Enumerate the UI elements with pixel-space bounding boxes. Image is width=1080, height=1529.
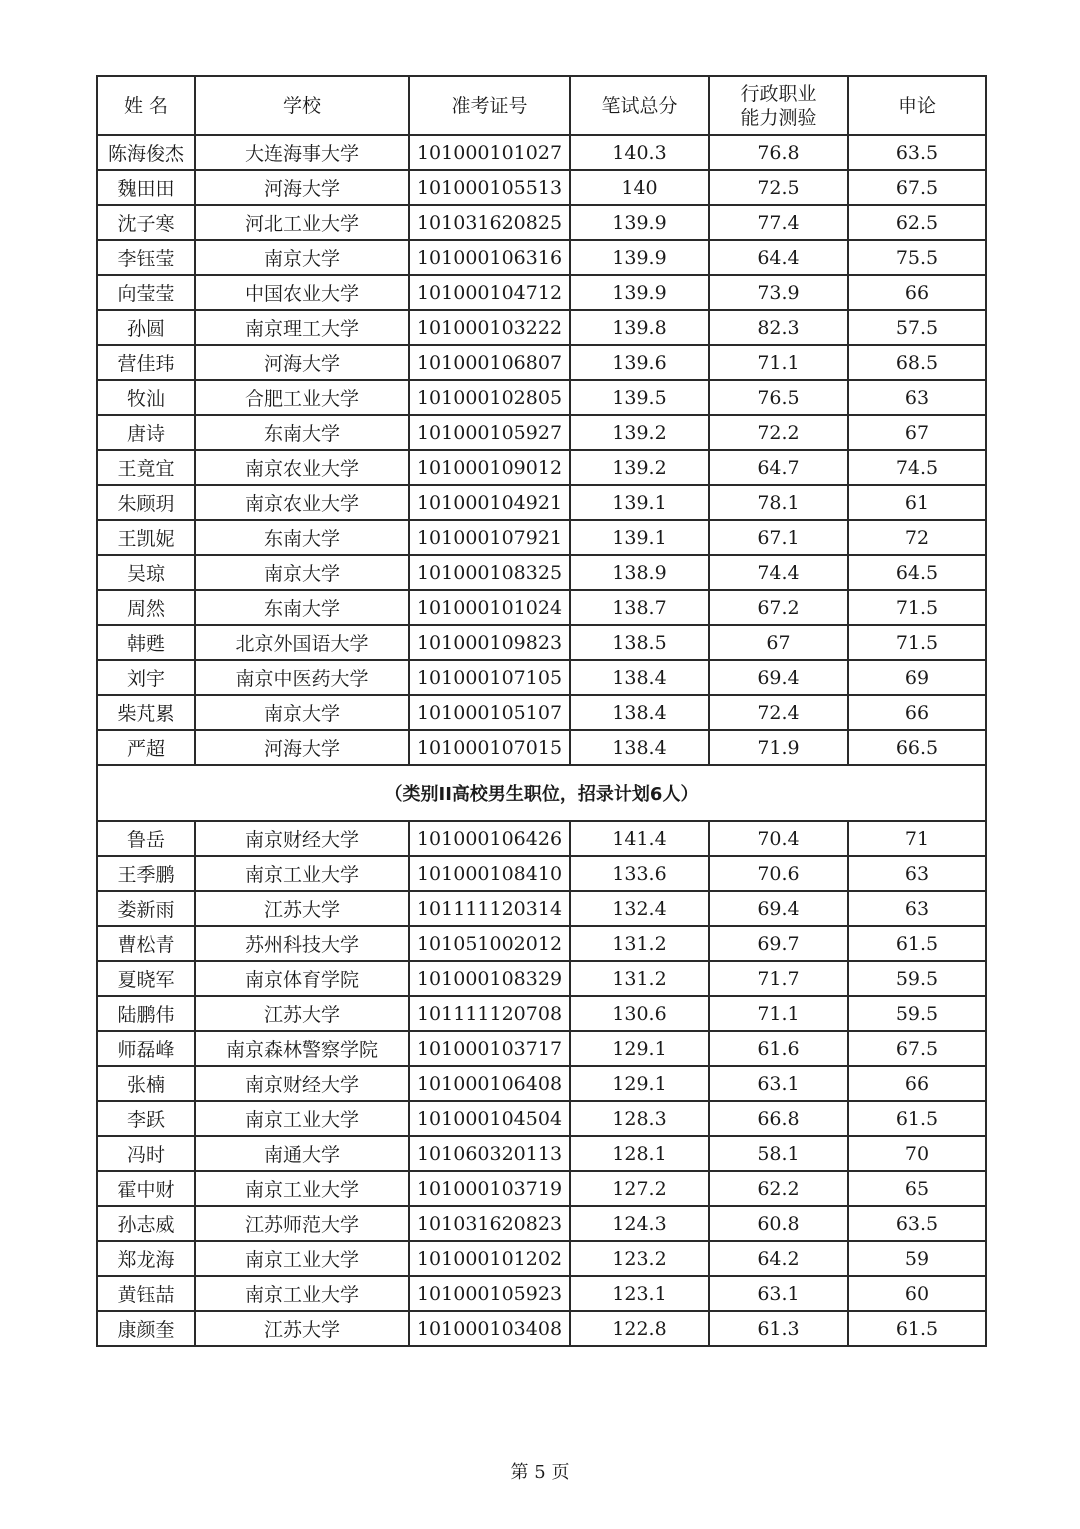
table-row <box>97 1241 986 1276</box>
cell-school: 中国农业大学 <box>195 275 409 310</box>
cell-exam-id: 101000106316 <box>409 240 570 275</box>
cell-aptitude-score: 66.8 <box>709 1101 848 1136</box>
cell-essay-score: 57.5 <box>848 310 986 345</box>
table-row <box>97 450 986 485</box>
cell-school: 南京中医药大学 <box>195 660 409 695</box>
cell-total-score: 129.1 <box>570 1031 709 1066</box>
cell-name: 陆鹏伟 <box>97 996 195 1031</box>
cell-total-score: 139.8 <box>570 310 709 345</box>
cell-essay-score: 63 <box>848 380 986 415</box>
table-row <box>97 926 986 961</box>
cell-total-score: 132.4 <box>570 891 709 926</box>
cell-total-score: 128.1 <box>570 1136 709 1171</box>
cell-essay-score: 71.5 <box>848 625 986 660</box>
cell-total-score: 129.1 <box>570 1066 709 1101</box>
cell-name: 刘宇 <box>97 660 195 695</box>
cell-school: 南京森林警察学院 <box>195 1031 409 1066</box>
cell-total-score: 131.2 <box>570 926 709 961</box>
cell-total-score: 139.1 <box>570 485 709 520</box>
cell-school: 南京农业大学 <box>195 450 409 485</box>
cell-aptitude-score: 67 <box>709 625 848 660</box>
cell-exam-id: 101000103408 <box>409 1311 570 1346</box>
table-row <box>97 856 986 891</box>
cell-aptitude-score: 70.6 <box>709 856 848 891</box>
table-row <box>97 1171 986 1206</box>
cell-essay-score: 61 <box>848 485 986 520</box>
table-row <box>97 1276 986 1311</box>
cell-exam-id: 101000101202 <box>409 1241 570 1276</box>
cell-total-score: 138.7 <box>570 590 709 625</box>
cell-exam-id: 101000103717 <box>409 1031 570 1066</box>
cell-exam-id: 101000106426 <box>409 821 570 856</box>
cell-exam-id: 101000107105 <box>409 660 570 695</box>
section-row <box>97 765 986 821</box>
cell-name: 吴琼 <box>97 555 195 590</box>
cell-total-score: 139.2 <box>570 450 709 485</box>
cell-aptitude-score: 71.1 <box>709 345 848 380</box>
score-table <box>96 75 987 1347</box>
table-body <box>97 135 986 1346</box>
cell-name: 郑龙海 <box>97 1241 195 1276</box>
table-row <box>97 1031 986 1066</box>
cell-exam-id: 101051002012 <box>409 926 570 961</box>
cell-name: 黄钰喆 <box>97 1276 195 1311</box>
cell-total-score: 122.8 <box>570 1311 709 1346</box>
header-aptitude-test-label: 行政职业 能力测验 <box>740 82 817 129</box>
cell-aptitude-score: 61.6 <box>709 1031 848 1066</box>
cell-aptitude-score: 71.1 <box>709 996 848 1031</box>
page-number: 第 5 页 <box>510 1462 570 1483</box>
cell-name: 魏田田 <box>97 170 195 205</box>
cell-exam-id: 101000106807 <box>409 345 570 380</box>
table-row <box>97 170 986 205</box>
table-row <box>97 1136 986 1171</box>
cell-name: 朱顾玥 <box>97 485 195 520</box>
cell-school: 南京理工大学 <box>195 310 409 345</box>
cell-school: 北京外国语大学 <box>195 625 409 660</box>
cell-total-score: 139.9 <box>570 205 709 240</box>
cell-school: 南京工业大学 <box>195 1101 409 1136</box>
cell-aptitude-score: 69.7 <box>709 926 848 961</box>
table-row <box>97 240 986 275</box>
cell-exam-id: 101000106408 <box>409 1066 570 1101</box>
cell-name: 严超 <box>97 730 195 765</box>
cell-essay-score: 72 <box>848 520 986 555</box>
cell-aptitude-score: 77.4 <box>709 205 848 240</box>
cell-total-score: 139.9 <box>570 240 709 275</box>
cell-name: 沈子寒 <box>97 205 195 240</box>
cell-exam-id: 101000108329 <box>409 961 570 996</box>
cell-aptitude-score: 70.4 <box>709 821 848 856</box>
table-row <box>97 590 986 625</box>
cell-school: 河海大学 <box>195 730 409 765</box>
cell-school: 南京体育学院 <box>195 961 409 996</box>
cell-name: 陈海俊杰 <box>97 135 195 170</box>
cell-essay-score: 59.5 <box>848 996 986 1031</box>
cell-essay-score: 68.5 <box>848 345 986 380</box>
cell-aptitude-score: 71.7 <box>709 961 848 996</box>
table-row <box>97 275 986 310</box>
cell-exam-id: 101031620823 <box>409 1206 570 1241</box>
cell-essay-score: 66 <box>848 695 986 730</box>
cell-essay-score: 67 <box>848 415 986 450</box>
cell-total-score: 139.5 <box>570 380 709 415</box>
cell-essay-score: 67.5 <box>848 170 986 205</box>
cell-exam-id: 101000105513 <box>409 170 570 205</box>
cell-school: 合肥工业大学 <box>195 380 409 415</box>
cell-name: 周然 <box>97 590 195 625</box>
cell-exam-id: 101000108325 <box>409 555 570 590</box>
cell-school: 南京工业大学 <box>195 1276 409 1311</box>
cell-school: 东南大学 <box>195 520 409 555</box>
cell-name: 冯时 <box>97 1136 195 1171</box>
cell-name: 韩甦 <box>97 625 195 660</box>
cell-name: 营佳玮 <box>97 345 195 380</box>
cell-total-score: 123.1 <box>570 1276 709 1311</box>
cell-aptitude-score: 82.3 <box>709 310 848 345</box>
cell-exam-id: 101031620825 <box>409 205 570 240</box>
header-total-score: 笔试总分 <box>570 76 709 135</box>
cell-essay-score: 63 <box>848 891 986 926</box>
cell-school: 江苏大学 <box>195 996 409 1031</box>
header-name: 姓 名 <box>97 76 195 135</box>
cell-aptitude-score: 74.4 <box>709 555 848 590</box>
cell-name: 孙志威 <box>97 1206 195 1241</box>
cell-exam-id: 101000105927 <box>409 415 570 450</box>
cell-total-score: 138.5 <box>570 625 709 660</box>
cell-name: 曹松青 <box>97 926 195 961</box>
cell-school: 南京大学 <box>195 555 409 590</box>
cell-aptitude-score: 69.4 <box>709 660 848 695</box>
cell-school: 苏州科技大学 <box>195 926 409 961</box>
cell-name: 师磊峰 <box>97 1031 195 1066</box>
cell-essay-score: 65 <box>848 1171 986 1206</box>
cell-essay-score: 71 <box>848 821 986 856</box>
cell-name: 李钰莹 <box>97 240 195 275</box>
cell-total-score: 139.6 <box>570 345 709 380</box>
cell-school: 江苏师范大学 <box>195 1206 409 1241</box>
cell-exam-id: 101000104921 <box>409 485 570 520</box>
cell-school: 江苏大学 <box>195 891 409 926</box>
cell-essay-score: 62.5 <box>848 205 986 240</box>
cell-total-score: 133.6 <box>570 856 709 891</box>
cell-name: 唐诗 <box>97 415 195 450</box>
cell-total-score: 123.2 <box>570 1241 709 1276</box>
table-row <box>97 415 986 450</box>
cell-essay-score: 63.5 <box>848 1206 986 1241</box>
cell-school: 南京财经大学 <box>195 821 409 856</box>
cell-total-score: 140 <box>570 170 709 205</box>
cell-essay-score: 63 <box>848 856 986 891</box>
table-row <box>97 380 986 415</box>
cell-school: 东南大学 <box>195 415 409 450</box>
table-row <box>97 1101 986 1136</box>
cell-school: 河海大学 <box>195 170 409 205</box>
cell-aptitude-score: 64.7 <box>709 450 848 485</box>
cell-exam-id: 101000102805 <box>409 380 570 415</box>
table-row <box>97 520 986 555</box>
table-row <box>97 1206 986 1241</box>
table-row <box>97 310 986 345</box>
cell-name: 柴芃累 <box>97 695 195 730</box>
table-row <box>97 730 986 765</box>
cell-essay-score: 66 <box>848 275 986 310</box>
table-row <box>97 660 986 695</box>
table-row <box>97 485 986 520</box>
cell-essay-score: 61.5 <box>848 1101 986 1136</box>
cell-school: 南京农业大学 <box>195 485 409 520</box>
table-row <box>97 555 986 590</box>
cell-aptitude-score: 78.1 <box>709 485 848 520</box>
cell-total-score: 139.9 <box>570 275 709 310</box>
cell-total-score: 138.4 <box>570 660 709 695</box>
cell-exam-id: 101000108410 <box>409 856 570 891</box>
cell-aptitude-score: 73.9 <box>709 275 848 310</box>
cell-total-score: 138.4 <box>570 695 709 730</box>
cell-school: 南京大学 <box>195 695 409 730</box>
cell-aptitude-score: 61.3 <box>709 1311 848 1346</box>
cell-name: 娄新雨 <box>97 891 195 926</box>
cell-aptitude-score: 62.2 <box>709 1171 848 1206</box>
cell-total-score: 138.9 <box>570 555 709 590</box>
cell-essay-score: 59 <box>848 1241 986 1276</box>
cell-exam-id: 101000104504 <box>409 1101 570 1136</box>
cell-name: 孙圆 <box>97 310 195 345</box>
cell-name: 鲁岳 <box>97 821 195 856</box>
cell-total-score: 124.3 <box>570 1206 709 1241</box>
table-row <box>97 996 986 1031</box>
cell-essay-score: 75.5 <box>848 240 986 275</box>
cell-school: 河海大学 <box>195 345 409 380</box>
cell-exam-id: 101000107921 <box>409 520 570 555</box>
cell-school: 南京工业大学 <box>195 856 409 891</box>
header-aptitude-test <box>709 76 848 135</box>
cell-school: 南通大学 <box>195 1136 409 1171</box>
cell-aptitude-score: 63.1 <box>709 1276 848 1311</box>
cell-name: 张楠 <box>97 1066 195 1101</box>
cell-exam-id: 101000107015 <box>409 730 570 765</box>
cell-aptitude-score: 64.4 <box>709 240 848 275</box>
cell-essay-score: 66 <box>848 1066 986 1101</box>
cell-total-score: 128.3 <box>570 1101 709 1136</box>
cell-school: 大连海事大学 <box>195 135 409 170</box>
cell-aptitude-score: 72.5 <box>709 170 848 205</box>
cell-name: 向莹莹 <box>97 275 195 310</box>
cell-name: 李跃 <box>97 1101 195 1136</box>
cell-name: 康颜奎 <box>97 1311 195 1346</box>
cell-exam-id: 101000104712 <box>409 275 570 310</box>
cell-essay-score: 61.5 <box>848 1311 986 1346</box>
cell-total-score: 139.2 <box>570 415 709 450</box>
cell-aptitude-score: 64.2 <box>709 1241 848 1276</box>
cell-essay-score: 70 <box>848 1136 986 1171</box>
section-title: （类别II高校男生职位，招录计划6人） <box>97 765 986 821</box>
cell-aptitude-score: 58.1 <box>709 1136 848 1171</box>
cell-essay-score: 63.5 <box>848 135 986 170</box>
cell-name: 牧汕 <box>97 380 195 415</box>
table-row <box>97 135 986 170</box>
cell-exam-id: 101111120314 <box>409 891 570 926</box>
cell-essay-score: 71.5 <box>848 590 986 625</box>
header-school: 学校 <box>195 76 409 135</box>
cell-essay-score: 59.5 <box>848 961 986 996</box>
cell-aptitude-score: 71.9 <box>709 730 848 765</box>
cell-essay-score: 60 <box>848 1276 986 1311</box>
cell-total-score: 141.4 <box>570 821 709 856</box>
cell-essay-score: 66.5 <box>848 730 986 765</box>
cell-aptitude-score: 67.1 <box>709 520 848 555</box>
cell-school: 东南大学 <box>195 590 409 625</box>
table-row <box>97 1311 986 1346</box>
cell-name: 夏晓军 <box>97 961 195 996</box>
table-row <box>97 345 986 380</box>
cell-exam-id: 101000109012 <box>409 450 570 485</box>
cell-aptitude-score: 72.4 <box>709 695 848 730</box>
table-row <box>97 625 986 660</box>
cell-total-score: 138.4 <box>570 730 709 765</box>
header-essay: 申论 <box>848 76 986 135</box>
table-row <box>97 961 986 996</box>
cell-exam-id: 101000103222 <box>409 310 570 345</box>
cell-total-score: 140.3 <box>570 135 709 170</box>
cell-name: 王竟宜 <box>97 450 195 485</box>
cell-school: 江苏大学 <box>195 1311 409 1346</box>
cell-total-score: 139.1 <box>570 520 709 555</box>
cell-exam-id: 101000101027 <box>409 135 570 170</box>
cell-essay-score: 61.5 <box>848 926 986 961</box>
cell-aptitude-score: 67.2 <box>709 590 848 625</box>
cell-aptitude-score: 60.8 <box>709 1206 848 1241</box>
cell-essay-score: 69 <box>848 660 986 695</box>
cell-exam-id: 101000103719 <box>409 1171 570 1206</box>
cell-total-score: 127.2 <box>570 1171 709 1206</box>
cell-aptitude-score: 72.2 <box>709 415 848 450</box>
cell-essay-score: 64.5 <box>848 555 986 590</box>
cell-exam-id: 101111120708 <box>409 996 570 1031</box>
cell-essay-score: 67.5 <box>848 1031 986 1066</box>
cell-exam-id: 101000109823 <box>409 625 570 660</box>
cell-exam-id: 101060320113 <box>409 1136 570 1171</box>
table-row <box>97 205 986 240</box>
cell-school: 南京财经大学 <box>195 1066 409 1101</box>
cell-aptitude-score: 69.4 <box>709 891 848 926</box>
cell-name: 王凯妮 <box>97 520 195 555</box>
header-exam-id: 准考证号 <box>409 76 570 135</box>
cell-exam-id: 101000105923 <box>409 1276 570 1311</box>
cell-essay-score: 74.5 <box>848 450 986 485</box>
cell-name: 王季鹏 <box>97 856 195 891</box>
cell-school: 河北工业大学 <box>195 205 409 240</box>
table-row <box>97 821 986 856</box>
cell-aptitude-score: 76.5 <box>709 380 848 415</box>
table-row <box>97 1066 986 1101</box>
header-row <box>97 76 986 135</box>
cell-total-score: 131.2 <box>570 961 709 996</box>
cell-total-score: 130.6 <box>570 996 709 1031</box>
table-row <box>97 695 986 730</box>
cell-exam-id: 101000105107 <box>409 695 570 730</box>
cell-aptitude-score: 63.1 <box>709 1066 848 1101</box>
table-row <box>97 891 986 926</box>
cell-school: 南京大学 <box>195 240 409 275</box>
cell-name: 霍中财 <box>97 1171 195 1206</box>
cell-school: 南京工业大学 <box>195 1241 409 1276</box>
cell-exam-id: 101000101024 <box>409 590 570 625</box>
cell-aptitude-score: 76.8 <box>709 135 848 170</box>
cell-school: 南京工业大学 <box>195 1171 409 1206</box>
